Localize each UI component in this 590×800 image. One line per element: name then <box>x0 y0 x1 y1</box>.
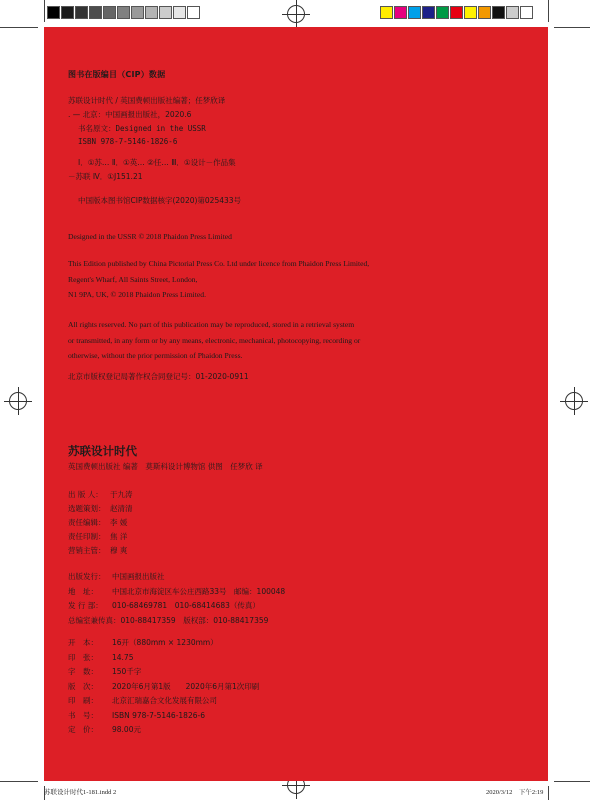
publisher-label: 地 址： <box>68 586 98 596</box>
color-swatch <box>103 6 116 19</box>
color-swatch <box>47 6 60 19</box>
staff-value: 赵清清 <box>110 504 133 513</box>
color-swatch <box>380 6 393 19</box>
crop-mark <box>548 786 549 800</box>
color-swatch <box>408 6 421 19</box>
specs-row <box>68 710 205 721</box>
color-swatch <box>131 6 144 19</box>
publisher-value: 010-68469781 010-68414683（传真） <box>112 601 260 610</box>
color-swatch <box>422 6 435 19</box>
color-swatch <box>159 6 172 19</box>
color-swatch <box>117 6 130 19</box>
color-swatch <box>187 6 200 19</box>
contract-registration: 北京市版权登记局著作权合同登记号：01-2020-0911 <box>68 372 249 381</box>
specs-value: 16开（880mm × 1230mm） <box>112 638 218 647</box>
publisher-value: 中国北京市海淀区车公庄西路33号 邮编：100048 <box>112 586 286 596</box>
specs-row <box>68 652 133 663</box>
color-swatch <box>173 6 186 19</box>
color-swatch <box>436 6 449 19</box>
grayscale-color-bar <box>47 6 201 19</box>
specs-row <box>68 724 141 735</box>
color-swatch <box>520 6 533 19</box>
copyright-page <box>44 27 548 781</box>
specs-value: 98.00元 <box>112 725 141 734</box>
specs-value: 150千字 <box>112 667 142 676</box>
specs-row <box>68 666 141 677</box>
color-swatch <box>450 6 463 19</box>
registration-mark-right <box>565 392 583 410</box>
publisher-row <box>68 571 165 582</box>
staff-row <box>68 517 127 528</box>
staff-label: 营销主管： <box>68 546 106 555</box>
staff-label: 选题策划： <box>68 504 106 513</box>
crop-mark <box>44 0 45 22</box>
staff-row <box>68 545 127 556</box>
copyright-line: Designed in the USSR © 2018 Phaidon Press Limited <box>68 232 232 241</box>
crop-mark <box>548 0 549 22</box>
publisher-row <box>68 586 285 597</box>
publisher-label: 总编室兼传真： <box>68 615 121 625</box>
staff-value: 穆 爽 <box>110 546 128 555</box>
cip-line: Ⅰ．①苏… Ⅱ．①英… ②任… Ⅲ．①设计－作品集 <box>78 158 236 167</box>
publisher-row <box>68 600 260 611</box>
specs-label: 定 价： <box>68 725 98 734</box>
footer-timestamp: 2020/3/12 下午2:19 <box>486 789 544 796</box>
staff-value: 焦 洋 <box>110 532 128 541</box>
crop-mark <box>0 27 38 28</box>
staff-row <box>68 503 133 514</box>
color-swatch <box>61 6 74 19</box>
copyright-line: This Edition published by China Pictorial Press Co. Ltd under licence from Phaidon Press Limited, <box>68 259 370 268</box>
staff-label: 责任编辑： <box>68 518 106 527</box>
copyright-line: Regent's Wharf, All Saints Street, London, <box>68 275 198 284</box>
process-color-bar <box>380 6 534 19</box>
color-swatch <box>492 6 505 19</box>
specs-label: 开 本： <box>68 638 98 647</box>
crop-mark <box>0 781 38 782</box>
rights-line: otherwise, without the prior permission of Phaidon Press. <box>68 351 243 360</box>
crop-mark <box>554 27 590 28</box>
rights-line: or transmitted, in any form or by any means, electronic, mechanical, photocopying, recording or <box>68 336 361 345</box>
specs-row <box>68 681 259 692</box>
color-swatch <box>89 6 102 19</box>
footer-file-name: 苏联设计时代1-181.indd 2 <box>44 789 117 796</box>
staff-value: 于九涛 <box>110 490 133 499</box>
color-swatch <box>464 6 477 19</box>
specs-value: 2020年6月第1版 2020年6月第1次印刷 <box>112 681 260 691</box>
cip-line: ISBN 978-7-5146-1826-6 <box>78 137 178 146</box>
specs-label: 书 号： <box>68 710 98 720</box>
registration-mark-left <box>9 392 27 410</box>
publisher-label: 发 行 部： <box>68 601 103 610</box>
color-swatch <box>394 6 407 19</box>
color-swatch <box>478 6 491 19</box>
specs-value: ISBN 978-7-5146-1826-6 <box>112 710 205 720</box>
cip-line: 苏联设计时代 / 英国费顿出版社编著；任梦欣译 <box>68 96 226 105</box>
specs-label: 印 张： <box>68 652 98 662</box>
specs-label: 字 数： <box>68 667 98 676</box>
specs-row <box>68 695 217 706</box>
specs-value: 北京汇瑞嘉合文化发展有限公司 <box>112 696 217 705</box>
cip-line: 中国版本图书馆CIP数据核字(2020)第025433号 <box>78 196 242 205</box>
book-title: 苏联设计时代 <box>68 444 137 458</box>
staff-label: 出 版 人： <box>68 490 103 499</box>
color-swatch <box>75 6 88 19</box>
staff-label: 责任印制： <box>68 532 106 541</box>
specs-value: 14.75 <box>112 652 134 662</box>
crop-mark <box>554 781 590 782</box>
cip-line: . — 北京：中国画报出版社，2020.6 <box>68 110 192 119</box>
publisher-label: 出版发行： <box>68 572 106 581</box>
rights-line: All rights reserved. No part of this publication may be reproduced, stored in a retrieval system <box>68 320 355 329</box>
specs-row <box>68 637 218 648</box>
staff-value: 李 媛 <box>110 518 128 527</box>
color-swatch <box>506 6 519 19</box>
cip-line: 书名原文：Designed in the USSR <box>78 124 206 133</box>
specs-label: 印 刷： <box>68 696 98 705</box>
publisher-value: 中国画报出版社 <box>112 572 165 581</box>
color-swatch <box>145 6 158 19</box>
specs-label: 版 次： <box>68 681 98 691</box>
book-credits: 英国费顿出版社 编著 莫斯科设计博物馆 供图 任梦欣 译 <box>68 462 263 471</box>
cip-line: －苏联 Ⅳ．①J151.21 <box>68 172 143 181</box>
registration-mark-top <box>287 5 305 23</box>
publisher-value: 010-88417359 版权部：010-88417359 <box>120 615 269 625</box>
cip-heading: 图书在版编目（CIP）数据 <box>68 70 166 79</box>
copyright-line: N1 9PA, UK, © 2018 Phaidon Press Limited. <box>68 290 206 299</box>
publisher-row <box>68 615 268 626</box>
staff-row <box>68 489 133 500</box>
staff-row <box>68 531 127 542</box>
